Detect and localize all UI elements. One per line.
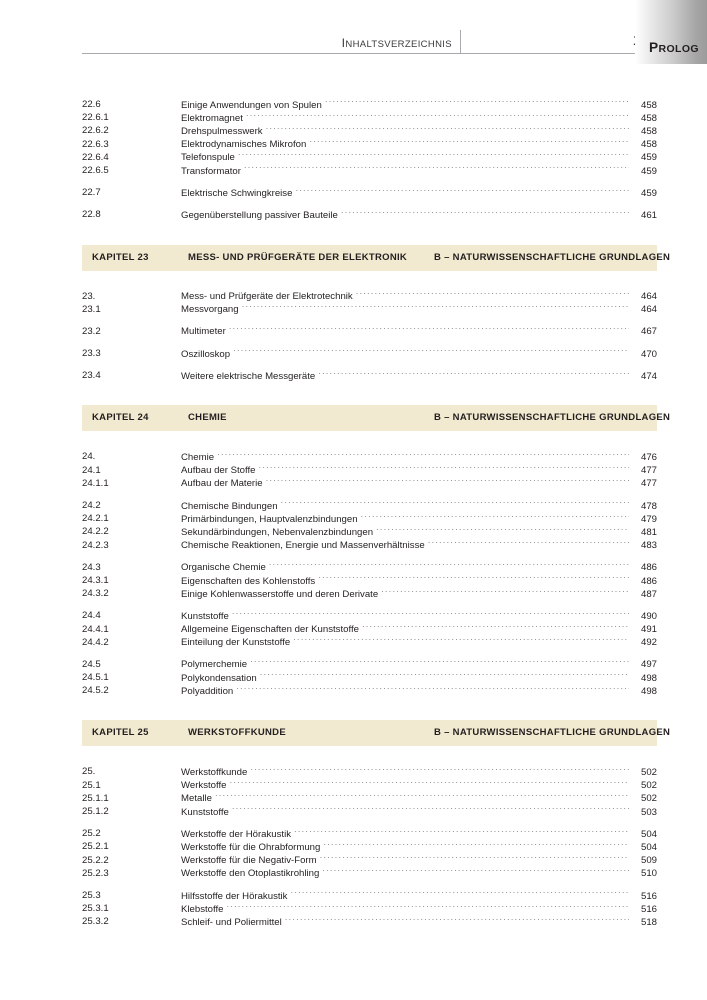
toc-entry[interactable]	[82, 623, 657, 636]
toc-entry-body	[181, 151, 657, 165]
toc-entry[interactable]	[82, 369, 657, 382]
chapter-header-bar	[82, 405, 671, 431]
spacer	[82, 271, 657, 290]
toc-entry-page-number: 479	[640, 513, 657, 525]
toc-entry-dot-leader	[229, 325, 629, 335]
toc-entry-page-number: 474	[640, 370, 657, 382]
toc-entry-dot-leader	[232, 805, 629, 815]
spacer	[82, 222, 657, 245]
toc-entry-number: 24.3.2	[82, 588, 109, 600]
toc-entry-number: 22.6.5	[82, 164, 109, 176]
toc-entry-body	[181, 186, 657, 200]
toc-entry[interactable]	[82, 208, 657, 221]
toc-entry[interactable]	[82, 840, 657, 853]
toc-entry-dot-leader	[362, 623, 629, 633]
toc-entry-title: Gegenüberstellung passiver Bauteile	[181, 209, 338, 221]
toc-entry-title: Chemische Reaktionen, Energie und Massenverhältnisse	[181, 540, 425, 552]
toc-entry-dot-leader	[215, 792, 629, 802]
toc-entry-title: Aufbau der Stoffe	[181, 465, 256, 477]
toc-entry-page-number: 458	[640, 112, 657, 124]
spacer	[82, 649, 657, 658]
toc-entry-dot-leader	[232, 609, 629, 619]
toc-entry-number: 25.	[82, 766, 96, 778]
toc-entry-page-number: 502	[640, 767, 657, 779]
toc-entry[interactable]	[82, 902, 657, 915]
toc-entry-dot-leader	[323, 840, 629, 850]
toc-entry[interactable]	[82, 464, 657, 477]
toc-entry-page-number: 459	[640, 152, 657, 164]
toc-entry-number: 25.3	[82, 889, 101, 901]
toc-entry[interactable]	[82, 303, 657, 316]
toc-entry[interactable]	[82, 684, 657, 697]
toc-entry-page-number: 467	[640, 326, 657, 338]
chapter-number-label: KAPITEL 24	[92, 412, 149, 424]
toc-entry-title: Werkstoffe der Hörakustik	[181, 828, 292, 840]
toc-entry[interactable]	[82, 658, 657, 671]
spacer	[82, 382, 657, 405]
chapter-part-label: B – NATURWISSENSCHAFTLICHE GRUNDLAGEN	[434, 412, 671, 424]
toc-entry-title: Telefonspule	[181, 152, 235, 164]
toc-entry-dot-leader	[236, 684, 629, 694]
toc-entry-title: Hilfsstoffe der Hörakustik	[181, 890, 288, 902]
toc-entry-number: 23.4	[82, 370, 101, 382]
toc-entry-title: Messvorgang	[181, 304, 239, 316]
toc-entry-dot-leader	[320, 854, 629, 864]
toc-entry-title: Einteilung der Kunststoffe	[181, 637, 291, 649]
toc-entry-title: Chemie	[181, 452, 215, 464]
toc-entry-number: 22.6.3	[82, 138, 109, 150]
chapter-title-label: MESS- UND PRÜFGERÄTE DER ELEKTRONIK	[188, 251, 408, 263]
toc-entry-dot-leader	[227, 902, 630, 912]
toc-entry-body	[181, 840, 657, 854]
toc-entry[interactable]	[82, 477, 657, 490]
toc-entry-title: Werkstoffe den Otoplastikrohling	[181, 868, 320, 880]
toc-entry[interactable]	[82, 512, 657, 525]
toc-entry-number: 25.3.2	[82, 916, 109, 928]
toc-entry-body	[181, 574, 657, 588]
toc-entry-body	[181, 915, 657, 929]
toc-entry-body	[181, 779, 657, 793]
toc-entry-number: 25.2.3	[82, 867, 109, 879]
toc-entry-page-number: 504	[640, 841, 657, 853]
toc-entry-dot-leader	[294, 827, 629, 837]
toc-entry-number: 22.7	[82, 187, 101, 199]
toc-entry-body	[181, 889, 657, 903]
spacer	[82, 697, 657, 720]
toc-entry-dot-leader	[217, 450, 629, 460]
toc-entry-page-number: 502	[640, 780, 657, 792]
toc-entry-number: 22.6.2	[82, 125, 109, 137]
toc-entry-body	[181, 827, 657, 841]
toc-entry-number: 25.1.2	[82, 806, 109, 817]
toc-entry-body	[181, 636, 657, 650]
toc-entry-title: Werkstoffkunde	[181, 767, 248, 779]
toc-entry-title: Aufbau der Materie	[181, 478, 263, 490]
toc-entry-title: Eigenschaften des Kohlenstoffs	[181, 575, 316, 587]
toc-entry-body	[181, 765, 657, 779]
toc-entry-page-number: 491	[640, 624, 657, 636]
toc-entry-number: 25.2.1	[82, 841, 109, 853]
toc-entry-dot-leader	[250, 658, 629, 668]
toc-entry-title: Werkstoffe für die Ohrabformung	[181, 841, 321, 853]
toc-entry[interactable]	[82, 574, 657, 587]
toc-entry-page-number: 492	[640, 637, 657, 649]
toc-entry-number: 24.3.1	[82, 574, 109, 586]
toc-entry-title: Einige Kohlenwasserstoffe und deren Derivate	[181, 588, 379, 600]
toc-entry-title: Allgemeine Eigenschaften der Kunststoffe	[181, 624, 359, 636]
toc-entry-dot-leader	[341, 208, 629, 218]
toc-entry-dot-leader	[244, 164, 629, 174]
chapter-header-bar	[82, 720, 671, 746]
spacer	[82, 490, 657, 499]
toc-entry-page-number: 458	[640, 99, 657, 111]
toc-entry-body	[181, 111, 657, 125]
toc-entry[interactable]	[82, 98, 657, 111]
toc-entry-number: 24.4	[82, 610, 101, 622]
toc-entry-title: Weitere elektrische Messgeräte	[181, 370, 316, 382]
toc-entry-body	[181, 369, 657, 383]
toc-entry-page-number: 464	[640, 304, 657, 316]
toc-entry-page-number: 483	[640, 540, 657, 552]
toc-entry-page-number: 486	[640, 562, 657, 574]
spacer	[82, 199, 657, 208]
toc-entry-page-number: 516	[640, 903, 657, 915]
toc-entry-title: Kunststoffe	[181, 806, 229, 818]
toc-entry-dot-leader	[428, 539, 629, 549]
toc-entry-dot-leader	[295, 186, 629, 196]
toc-entry-dot-leader	[322, 867, 629, 877]
toc-entry-dot-leader	[260, 671, 629, 681]
toc-entry-title: Oszilloskop	[181, 348, 231, 360]
toc-entry-page-number: 498	[640, 672, 657, 684]
toc-entry-dot-leader	[238, 151, 629, 161]
toc-entry[interactable]	[82, 124, 657, 137]
toc-entry-page-number: 477	[640, 465, 657, 477]
toc-entry[interactable]	[82, 805, 657, 818]
chapter-number-label: KAPITEL 25	[92, 727, 149, 739]
toc-entry-body	[181, 867, 657, 881]
chapter-title-label: CHEMIE	[188, 412, 227, 424]
running-head-title-text: INHALTSVERZEICHNIS	[341, 36, 452, 50]
toc-entry[interactable]	[82, 186, 657, 199]
toc-entry-dot-leader	[269, 561, 629, 571]
toc-entry-body	[181, 450, 657, 464]
toc-entry-page-number: 464	[640, 291, 657, 303]
toc-entry-dot-leader	[293, 636, 629, 646]
toc-entry-page-number: 510	[640, 868, 657, 880]
toc-entry[interactable]	[82, 111, 657, 124]
toc-entry-page-number: 477	[640, 478, 657, 490]
toc-entry-title: Organische Chemie	[181, 562, 266, 574]
toc-entry-dot-leader	[290, 889, 629, 899]
toc-entry-body	[181, 671, 657, 685]
toc-entry-number: 25.3.1	[82, 903, 109, 915]
toc-entry-number: 25.2	[82, 828, 101, 840]
toc-entry-body	[181, 98, 657, 112]
toc-entry-dot-leader	[309, 138, 629, 148]
toc-entry[interactable]	[82, 450, 657, 463]
toc-entry-page-number: 478	[640, 500, 657, 512]
toc-entry-body	[181, 138, 657, 152]
toc-entry-number: 25.2.2	[82, 854, 109, 866]
toc-entry-body	[181, 623, 657, 637]
toc-entry-body	[181, 303, 657, 317]
toc-entry-title: Mess- und Prüfgeräte der Elektrotechnik	[181, 291, 353, 303]
toc-entry-dot-leader	[376, 525, 629, 535]
toc-entry-title: Sekundärbindungen, Nebenvalenzbindungen	[181, 526, 374, 538]
toc-entry-body	[181, 124, 657, 138]
toc-entry-title: Metalle	[181, 793, 212, 805]
toc-entry[interactable]	[82, 792, 657, 805]
toc-entry[interactable]	[82, 609, 657, 622]
toc-entry[interactable]	[82, 867, 657, 880]
toc-entry-number: 22.6.1	[82, 112, 109, 124]
spacer	[82, 880, 657, 889]
chapter-title-label: WERKSTOFFKUNDE	[188, 727, 286, 739]
toc-entry-body	[181, 525, 657, 539]
toc-entry-page-number: 509	[640, 855, 657, 867]
toc-entry-title: Werkstoffe für die Negativ-Form	[181, 855, 317, 867]
toc-entry[interactable]	[82, 561, 657, 574]
toc-entry-page-number: 459	[640, 187, 657, 199]
chapter-part-label: B – NATURWISSENSCHAFTLICHE GRUNDLAGEN	[434, 727, 671, 739]
toc-entry[interactable]	[82, 779, 657, 792]
toc-entry-title: Polykondensation	[181, 672, 257, 684]
toc-entry-page-number: 504	[640, 828, 657, 840]
toc-entry-dot-leader	[361, 512, 629, 522]
toc-entry-body	[181, 658, 657, 672]
toc-entry-number: 24.2.1	[82, 513, 109, 525]
toc-entry-body	[181, 477, 657, 491]
spacer	[82, 552, 657, 561]
toc-entry-dot-leader	[242, 303, 629, 313]
toc-entry-number: 24.4.1	[82, 623, 109, 635]
running-head-rule	[82, 53, 657, 54]
toc-entry-title: Primärbindungen, Hauptvalenzbindungen	[181, 513, 358, 525]
toc-entry[interactable]	[82, 347, 657, 360]
toc-entry-dot-leader	[266, 477, 629, 487]
toc-entry-title: Werkstoffe	[181, 780, 227, 792]
toc-entry[interactable]	[82, 636, 657, 649]
toc-entry-dot-leader	[246, 111, 629, 121]
toc-entry-title: Elektromagnet	[181, 112, 243, 124]
toc-entry-number: 25.1.1	[82, 792, 109, 804]
toc-entry-dot-leader	[325, 98, 629, 108]
toc-entry-dot-leader	[281, 499, 629, 509]
toc-entry-number: 24.1.1	[82, 477, 109, 489]
toc-entry[interactable]	[82, 671, 657, 684]
toc-entry[interactable]	[82, 325, 657, 338]
spacer	[82, 746, 657, 765]
toc-entry-body	[181, 464, 657, 478]
toc-entry[interactable]	[82, 854, 657, 867]
section-thumb-tab	[635, 0, 707, 64]
toc-entry[interactable]	[82, 587, 657, 600]
toc-entry-number: 24.3	[82, 561, 101, 573]
toc-entry-title: Polyaddition	[181, 685, 234, 697]
toc-entry-title: Schleif- und Poliermittel	[181, 916, 282, 928]
toc-entry-number: 22.6.4	[82, 151, 109, 163]
toc-entry-page-number: 487	[640, 588, 657, 600]
toc-entry-number: 23.3	[82, 348, 101, 360]
toc-entry-number: 25.1	[82, 779, 101, 791]
toc-entry[interactable]	[82, 765, 657, 778]
spacer	[82, 431, 657, 450]
spacer	[82, 316, 657, 325]
toc-entry-number: 24.2.3	[82, 539, 109, 551]
toc-entry[interactable]	[82, 499, 657, 512]
toc-entry-number: 24.2.2	[82, 526, 109, 538]
toc-entry-number: 24.4.2	[82, 636, 109, 648]
running-head	[0, 0, 707, 70]
toc-entry[interactable]	[82, 138, 657, 151]
toc-entry[interactable]	[82, 889, 657, 902]
toc-entry-dot-leader	[233, 347, 629, 357]
toc-entry[interactable]	[82, 827, 657, 840]
toc-entry-page-number: 502	[640, 793, 657, 805]
section-thumb-tab-label: PROLOG	[649, 40, 699, 55]
toc-entry-body	[181, 684, 657, 698]
toc-entry-body	[181, 587, 657, 601]
toc-entry-body	[181, 208, 657, 222]
toc-entry-title: Elektrodynamisches Mikrofon	[181, 139, 307, 151]
toc-entry-number: 24.2	[82, 500, 101, 511]
spacer	[82, 360, 657, 369]
toc-entry-page-number: 498	[640, 685, 657, 697]
toc-entry-title: Chemische Bindungen	[181, 500, 278, 512]
toc-entry-body	[181, 499, 657, 513]
toc-entry-title: Einige Anwendungen von Spulen	[181, 99, 322, 111]
toc-entry-body	[181, 609, 657, 623]
toc-entry-title: Elektrische Schwingkreise	[181, 187, 293, 199]
toc-entry-number: 24.5	[82, 658, 101, 670]
toc-entry-number: 24.1	[82, 464, 101, 476]
toc-entry-number: 24.5.2	[82, 685, 109, 697]
toc-entry-dot-leader	[318, 574, 629, 584]
toc-entry-page-number: 490	[640, 610, 657, 622]
toc-entry-body	[181, 854, 657, 868]
toc-entry-page-number: 486	[640, 575, 657, 587]
toc-entry[interactable]	[82, 915, 657, 928]
toc-entry-dot-leader	[250, 765, 629, 775]
toc-entry-title: Polymerchemie	[181, 659, 248, 671]
toc-entry[interactable]	[82, 290, 657, 303]
chapter-number-label: KAPITEL 23	[92, 251, 149, 263]
chapter-header-bar	[82, 245, 671, 271]
toc-entry-body	[181, 561, 657, 575]
toc-entry-page-number: 476	[640, 452, 657, 464]
toc-entry-number: 22.6	[82, 99, 101, 110]
chapter-part-label: B – NATURWISSENSCHAFTLICHE GRUNDLAGEN	[434, 251, 671, 263]
toc-entry[interactable]	[82, 525, 657, 538]
toc-entry-page-number: 516	[640, 890, 657, 902]
toc-entry-dot-leader	[259, 464, 630, 474]
toc-entry-body	[181, 325, 657, 339]
toc-entry-page-number: 470	[640, 348, 657, 360]
toc-entry-body	[181, 539, 657, 553]
toc-entry-body	[181, 290, 657, 304]
toc-entry-page-number: 503	[640, 806, 657, 818]
toc-entry-dot-leader	[285, 915, 629, 925]
toc-entry-title: Transformator	[181, 165, 241, 177]
toc-entry[interactable]	[82, 164, 657, 177]
toc-entry-page-number: 458	[640, 139, 657, 151]
toc-entry-body	[181, 902, 657, 916]
spacer	[82, 177, 657, 186]
toc-entry-title: Multimeter	[181, 326, 226, 338]
toc-entry-page-number: 459	[640, 165, 657, 177]
spacer	[82, 600, 657, 609]
table-of-contents	[82, 98, 671, 929]
toc-entry-body	[181, 164, 657, 178]
toc-entry-dot-leader	[356, 290, 629, 300]
toc-entry-title: Klebstoffe	[181, 903, 224, 915]
toc-entry-body	[181, 347, 657, 361]
toc-entry-number: 24.	[82, 451, 96, 463]
toc-entry-number: 23.1	[82, 303, 101, 315]
toc-entry-body	[181, 805, 657, 819]
spacer	[82, 818, 657, 827]
toc-entry-body	[181, 512, 657, 526]
toc-entry[interactable]	[82, 151, 657, 164]
toc-entry-page-number: 497	[640, 659, 657, 671]
toc-entry-page-number: 518	[640, 916, 657, 928]
toc-entry-number: 24.5.1	[82, 672, 109, 684]
page-folio	[0, 34, 650, 48]
toc-entry-title: Kunststoffe	[181, 610, 229, 622]
toc-entry-body	[181, 792, 657, 806]
toc-entry-dot-leader	[230, 779, 630, 789]
toc-entry-number: 22.8	[82, 209, 101, 221]
toc-entry-number: 23.2	[82, 325, 101, 337]
spacer	[82, 338, 657, 347]
toc-entry-dot-leader	[381, 587, 629, 597]
toc-entry[interactable]	[82, 539, 657, 552]
toc-entry-number: 23.	[82, 290, 96, 302]
toc-entry-dot-leader	[266, 124, 629, 134]
toc-entry-page-number: 481	[640, 526, 657, 538]
toc-entry-page-number: 458	[640, 125, 657, 137]
toc-entry-page-number: 461	[640, 209, 657, 221]
toc-entry-title: Drehspulmesswerk	[181, 125, 263, 137]
toc-entry-dot-leader	[318, 369, 629, 379]
